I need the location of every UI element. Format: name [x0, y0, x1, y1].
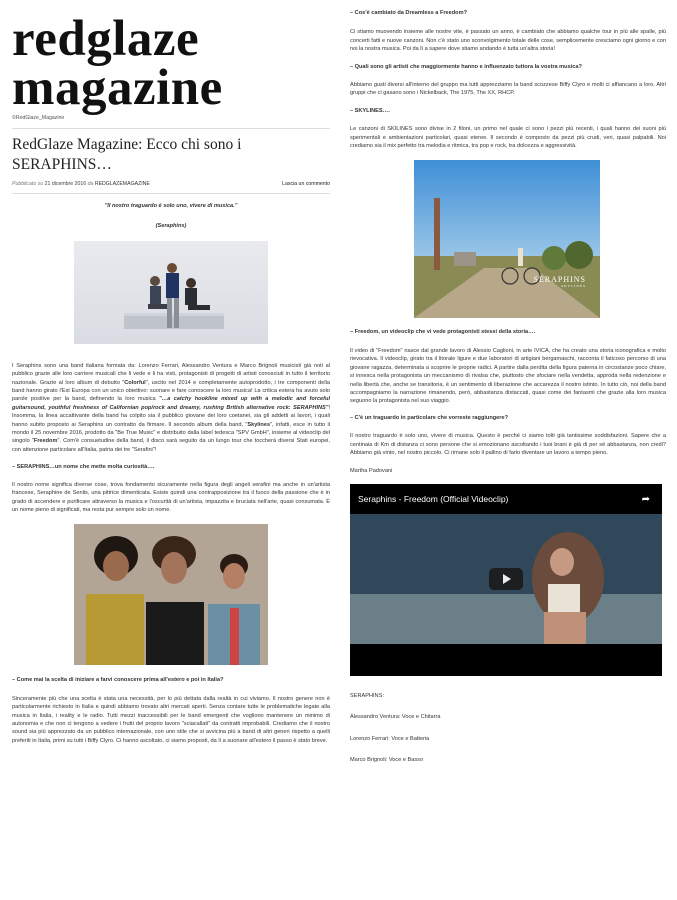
intro-text-2: ", uscito nel 2014 e completamente autoprodotto, i tre componenti della band hanno girato l'Est Europa con un unico obiettivo: suonare e fare conoscere la loro musica! La critica estera ha avuto solo parole positive per la band, definendo la loro musica — [12, 379, 330, 403]
quote-text: "Il nostro traguardo è solo uno, vivere di musica." — [104, 203, 238, 209]
masthead-handle: ©RedGlaze_Magazine — [12, 115, 65, 121]
post-date[interactable]: 21 dicembre 2016 — [44, 181, 87, 187]
album-cover-skylines — [414, 160, 600, 318]
post-title[interactable]: RedGlaze Magazine: Ecco chi sono i SERAPHINS… — [12, 136, 242, 173]
album-colorful: Colorful — [124, 379, 146, 386]
lineup-heading: SERAPHINS: — [350, 692, 384, 699]
leave-comment-link[interactable]: Lascia un commento — [282, 181, 330, 187]
album-cover-band: SERAPHINS — [533, 275, 586, 285]
answer-changes: Ci stiamo muovendo insieme alle nostre vite, è passato un anno, è cambiato che abbiamo qualche tour in più alle spalle, più concerti fatti e nuove canzoni. Non c'è stato uno sconvolgimento totale delle cose, semplicemente cresciamo ogni giorno e con noi la nostra musica. Poi da lì a sapere dove stiamo andando è tutta un'altra storia! — [350, 29, 666, 53]
divider — [12, 193, 330, 194]
divider — [12, 128, 330, 129]
question-freedom: – Freedom, un videoclip che vi vede protagonisti stessi della storia…. — [350, 329, 536, 336]
signature: Martha Padovani — [350, 468, 393, 475]
share-icon[interactable]: ➦ — [641, 493, 650, 505]
answer-influences: Abbiamo gusti diversi all'interno del gruppo ma tutti apprezziamo la band scozzese Biffy Clyro e molti ci affiancano a loro. Altri gruppi che ci gasano sono i Nickelback, The 1975, The XX, RHCP. — [350, 82, 666, 97]
answer-goal: Il nostro traguardo è solo uno, vivere di musica. Questo è perché ci siamo tolti già tantissime soddisfazioni. Sapere che a centinaia di Km di distanza ci sono persone che si emozionano ascoltando i tuoi brani è già di per sé abbastanza, non credi? Abbiamo già vinto, nel nostro piccolo. Ci rimane solo il pallino di farlo diventare un lavoro a tempo pieno. — [350, 433, 666, 456]
question-goal: – C'è un traguardo in particolare che vorreste raggiungere? — [350, 414, 508, 421]
intro-text-3: ! Insomma, la linea accattivante della band ha colpito sia il pubblico giovane dei loro coetanei, sia gli addetti ai lavori, i quali hanno subito proposto ai Seraphins un contratto da firmare. Il secondo album della band, " — [12, 404, 330, 428]
lineup-member-2: Lorenzo Ferrari: Voce e Batteria — [350, 735, 430, 742]
answer-freedom: Il video di "Freedom" nasce dal grande lavoro di Alessio Caglioni, in arte IVICA, che ha creato una storia iconografica e molto rievocativa. Il videoclip, girato tra il litorale ligure e due laboratori di artigiani bergamaschi, racconta il faticoso percorso di una giovane ragazza, determinata a scoprire le proprie radici. A partire dalla perdita della figura paterna in circostanze poco chiare, si innesca nella protagonista un meccanismo di rivalsa che, piuttosto che sfociare nella vendetta, approda nella redenzione e nella libertà che, anche se transitoria, è un sentimento di liberazione che accarezza il nostro istinto. In tutto ciò, noi della band accompagniamo la narrazione rimanendo, però, abbastanza distaccati, quasi come dei fantasmi che grazie alla loro musica seguono la protagonista nel suo viaggio. — [350, 347, 666, 405]
question-skylines: – SKYLINES…. — [350, 107, 390, 114]
band-photo-studio — [74, 241, 268, 344]
album-cover-title: SKYLINES — [561, 284, 586, 289]
answer-name: Il nostro nome significa diverse cose, trova fondamento sicuramente nella figura degli angeli serafini ma anche in un'artista francese, Seraphine de Senlis, una pittrice dimenticata. Esiste quindi una contrapposizione tra il fuoco della passione che è in grado di accendere e purificare attraverso la musica e l'oscurità di un'artista, impazzita e bruciata nell'arte, quasi consumata. È un nome pieno di significati, ma resta pur sempre solo un nome. — [12, 481, 330, 513]
quote-source: (Seraphins) — [155, 223, 187, 230]
post-published-line — [12, 181, 150, 187]
band-photo-portrait-illustration — [74, 524, 268, 665]
album-skylines: Skylines — [247, 421, 271, 428]
by-word: da — [87, 181, 94, 187]
question-abroad: – Come mai la scelta di iniziare a farvi conoscere prima all'estero e poi in Italia? — [12, 677, 224, 684]
video-title[interactable]: Seraphins - Freedom (Official Videoclip) — [358, 493, 509, 504]
video-player[interactable] — [350, 484, 662, 676]
answer-abroad: Sinceramente più che una scelta è stata una necessità, per lo più dettata dalla realtà in cui viviamo. Il nostro genere non è particolarmente richiesto in Italia e quindi abbiamo trovato altri mercati aperti. Senza contare tutte le problematiche legate alla musica in Italia, i reality e le radio. Tutti mezzi inaccessibili per le band emergenti che vogliono mantenere un minimo di autonomia e che non ci tengono a vedere i frutti del proprio lavoro "sciacallati" da contratti improbabili. Crediamo che il nostro sound sia più apprezzato da un pubblico internazionale, con uno stile che si avvicina più a band di altri generi rispetto a quelli preferiti in Italia, primi su tutti i Biffy Clyro. Ci hanno ascoltato, ci siamo proposti, da lì a suonare all'estero il passo è stato breve. — [12, 695, 330, 744]
left-column — [12, 0, 330, 900]
intro-text-5: ". Com'è consuetudine della band, il disco sarà seguito da un lungo tour che toccherà diversi Stati europei, con attenzione particolare all'Italia, patria dei tre "Serafini"! — [12, 438, 330, 453]
band-photo-studio-illustration — [74, 241, 268, 344]
intro-text-1: I Seraphins sono una band italiana formata da: Lorenzo Ferrari, Alessandro Ventura e Marco Brignoli musicisti già noti al pubblico grazie alle loro carriere musicali che li vede e li ha visti, protagonisti di progetti di artisti conosciuti in tutto il territorio nazionale. Grazie al loro album di debutto " — [12, 362, 330, 386]
band-photo-portrait — [74, 524, 268, 665]
question-influences: – Quali sono gli artisti che maggiormente hanno e influenzato tuttora la vostra musica? — [350, 63, 582, 70]
play-button[interactable] — [489, 568, 523, 590]
answer-skylines: Le canzoni di SKILINES sono divise in 2 filoni, un primo nel quale ci sono i pezzi più recenti, i quali hanno dei suoni più sperimentali e ambientazioni particolari, quasi eteree. Il secondo è composto da pezzi più crudi, veri, quasi palpabili. Noi crediamo sia il mix perfetto tra melodia e ritmica, tra pop e rock, tra dolcezza e aggressività. — [350, 126, 666, 150]
press-quote: "…a catchy hookline mixed up with a melodic and forceful guitarsound, youthful freshness of Californian pop/rock and dreamy, rushing British alternative rock: SERAPHINS" — [12, 396, 330, 411]
question-changes: – Cos'è cambiato da Dreamless a Freedom? — [350, 10, 467, 16]
published-prefix: Pubblicato su — [12, 181, 44, 187]
intro-text-4: ", infatti, esce in tutto il mondo il 25 novembre 2016, prodotto da "Be True Music" e distribuito dalla label tedesca "SPV GmbH", insieme al videoclip del singolo " — [12, 421, 330, 445]
masthead-line-2: magazine — [12, 60, 223, 116]
post-author[interactable]: REDGLAZEMAGAZINE — [94, 181, 150, 187]
lineup-member-1: Alessandro Ventura: Voce e Chitarra — [350, 714, 441, 721]
lineup-member-3: Marco Brignoli: Voce e Basso — [350, 756, 424, 763]
right-column — [350, 0, 666, 900]
single-freedom: Freedom — [33, 438, 58, 445]
masthead-line-1: redglaze — [12, 11, 200, 67]
album-cover-illustration — [414, 160, 600, 318]
question-name: – SERAPHINS…un nome che mette molta curiosità…. — [12, 464, 155, 471]
album-cover-caption — [533, 275, 586, 288]
post-meta — [12, 181, 330, 187]
intro-paragraph — [12, 362, 330, 454]
